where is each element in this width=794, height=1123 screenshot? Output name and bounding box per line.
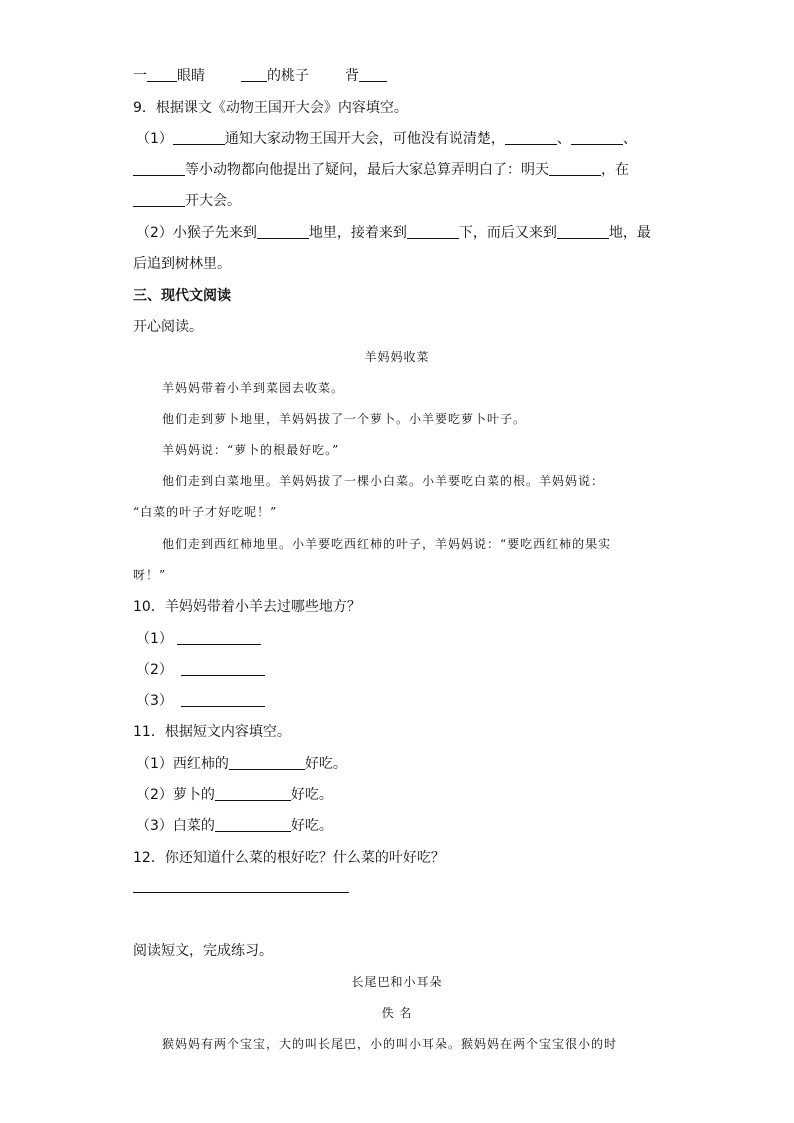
answer-blank[interactable]: [133, 161, 185, 176]
q9-sub1-line3: [133, 191, 241, 211]
q10-item-number: （1）: [136, 631, 173, 647]
q10-item-number: （2）: [136, 662, 173, 678]
answer-blank[interactable]: [215, 786, 291, 801]
q11-item-text: 好吃。: [290, 818, 333, 834]
q8-remaining-line: [133, 66, 387, 86]
story-paragraph: 呀！”: [133, 568, 167, 582]
answer-blank[interactable]: [359, 67, 387, 82]
story-author: 佚 名: [381, 1006, 413, 1020]
answer-blank[interactable]: [557, 224, 609, 239]
q8-text-2: 眼睛: [177, 68, 205, 84]
q9-sub2-line2: 后追到树林里。: [133, 256, 231, 272]
answer-blank[interactable]: [241, 67, 267, 82]
q9-sub1-text: 通知大家动物王国开大会，可他没有说清楚，: [224, 131, 505, 147]
q11-item-text: 好吃。: [290, 787, 333, 803]
q11-item-text: （1）西红柿的: [136, 756, 229, 772]
story-paragraph: 他们走到西红柿地里。小羊要吃西红柿的叶子，羊妈妈说：“要吃西红柿的果实: [162, 537, 612, 551]
q10-item: [136, 629, 261, 649]
q10-item: [136, 660, 265, 680]
q10-item: [136, 691, 265, 711]
q9-sub1-text: 开大会。: [185, 193, 241, 209]
q11-item-text: （2）萝卜的: [136, 787, 215, 803]
q11-item-text: （3）白菜的: [136, 818, 215, 834]
answer-blank[interactable]: [133, 192, 185, 207]
q9-sub2-text: 小猴子先来到: [172, 225, 257, 241]
q9-sub2-text: 地，最: [608, 225, 651, 241]
section-intro: 开心阅读。: [133, 319, 203, 335]
answer-blank[interactable]: [215, 817, 291, 832]
q11-stem: 11．根据短文内容填空。: [133, 724, 291, 740]
q9-sub1-text: 、: [556, 131, 571, 147]
q8-text-1: 一: [133, 68, 147, 84]
q9-sub2-text: 下，而后又来到: [458, 225, 557, 241]
q9-sub1-line2: [133, 160, 629, 180]
answer-blank[interactable]: [571, 130, 623, 145]
q9-sub1-text: 等小动物都向他提出了疑问，最后大家总算弄明白了：明天: [185, 162, 549, 178]
answer-blank[interactable]: [173, 130, 225, 145]
answer-blank[interactable]: [181, 692, 265, 707]
answer-blank[interactable]: [549, 161, 601, 176]
q9-sub1-text: ，在: [601, 162, 629, 178]
q11-item: [136, 754, 347, 774]
q12-stem: 12．你还知道什么菜的根好吃？什么菜的叶好吃？: [133, 850, 445, 866]
q9-stem: 9．根据课文《动物王国开大会》内容填空。: [133, 100, 408, 116]
q9-sub1-text: 、: [622, 131, 637, 147]
q9-sub2-line1: [136, 223, 651, 243]
q9-sub2-text: 地里，接着来到: [308, 225, 407, 241]
story-paragraph: 猴妈妈有两个宝宝，大的叫长尾巴，小的叫小耳朵。猴妈妈在两个宝宝很小的时: [162, 1037, 618, 1051]
q9-sub2-number: （2）: [136, 225, 173, 241]
q9-sub1-number: （1）: [136, 131, 173, 147]
q11-item: [136, 816, 333, 836]
story-paragraph: 他们走到萝卜地里，羊妈妈拔了一个萝卜。小羊要吃萝卜叶子。: [162, 412, 527, 426]
answer-blank[interactable]: [257, 224, 309, 239]
answer-blank[interactable]: [181, 661, 265, 676]
answer-blank[interactable]: [505, 130, 557, 145]
q12-answer-line[interactable]: [133, 892, 349, 893]
story-paragraph: 羊妈妈说：“萝卜的根最好吃。”: [162, 443, 340, 457]
q11-item: [136, 785, 333, 805]
q9-sub1-line1: [136, 129, 637, 149]
answer-blank[interactable]: [229, 755, 305, 770]
answer-blank[interactable]: [177, 630, 261, 645]
story-paragraph: 他们走到白菜地里。羊妈妈拔了一棵小白菜。小羊要吃白菜的根。羊妈妈说：: [162, 474, 605, 488]
story-paragraph: 羊妈妈带着小羊到菜园去收菜。: [162, 381, 345, 395]
answer-blank[interactable]: [407, 224, 459, 239]
story-title: 羊妈妈收菜: [364, 350, 430, 364]
q10-item-number: （3）: [136, 693, 173, 709]
q8-text-4: 背: [345, 68, 359, 84]
q11-item-text: 好吃。: [304, 756, 347, 772]
story-title: 长尾巴和小耳朵: [351, 975, 443, 989]
reading-intro: 阅读短文，完成练习。: [133, 943, 273, 959]
answer-blank[interactable]: [147, 67, 177, 82]
q10-stem: 10．羊妈妈带着小羊去过哪些地方？: [133, 599, 361, 615]
section-title: 三、现代文阅读: [133, 288, 231, 304]
story-paragraph: “白菜的叶子才好吃呢！”: [133, 505, 278, 519]
q8-text-3: 的桃子: [267, 68, 309, 84]
